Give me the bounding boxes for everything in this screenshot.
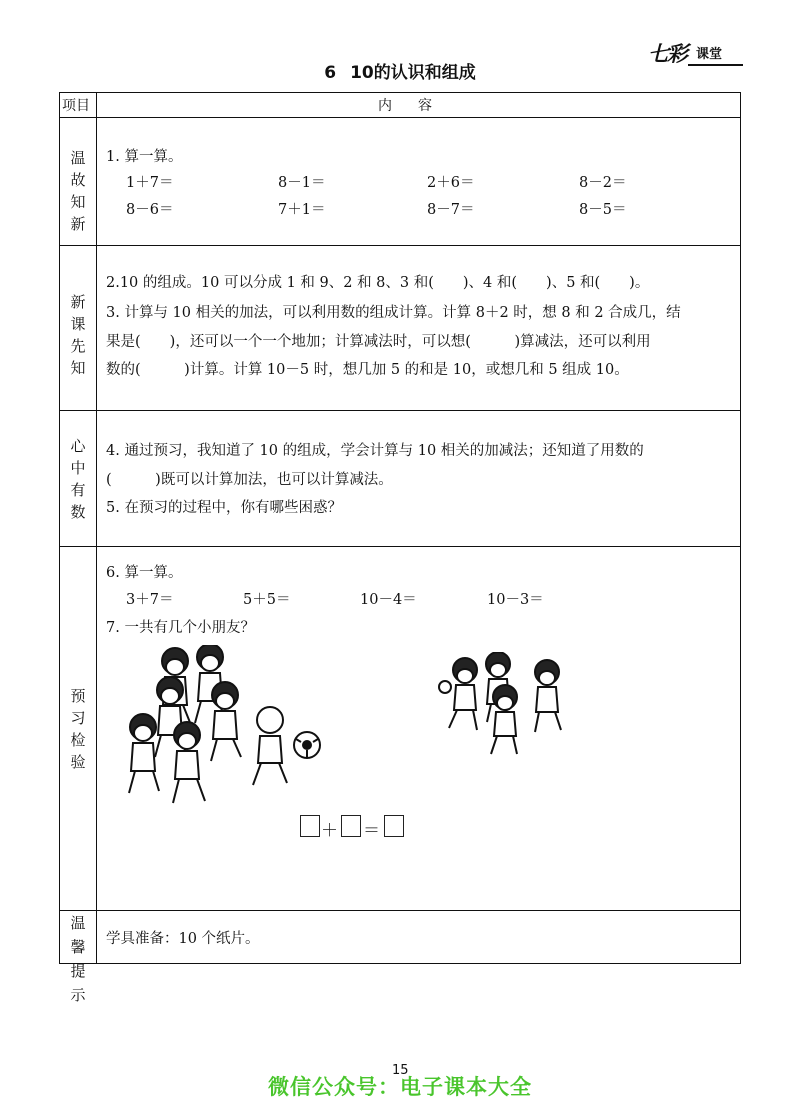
child-figure bbox=[129, 714, 159, 793]
q3-line: 数的( )计算。计算 10－5 时，想几加 5 的和是 10，或想几和 5 组成 10。 bbox=[106, 362, 629, 378]
q2-text: 2.10 的组成。10 可以分成 1 和 9、2 和 8、3 和( )、4 和( )、5 和( )。 bbox=[106, 275, 650, 291]
answer-box[interactable] bbox=[300, 815, 320, 837]
q7-title: 7. 一共有几个小朋友？ bbox=[106, 620, 255, 636]
q4-line: ( )既可以计算加法，也可以计算减法。 bbox=[106, 472, 393, 488]
page-title bbox=[0, 58, 800, 83]
child-figure bbox=[535, 660, 561, 732]
section-label-tips: 温馨提示 bbox=[70, 914, 86, 1004]
q3-line: 果是( )，还可以一个一个地加；计算减法时，可以想( )算减法，还可以利用 bbox=[106, 334, 651, 350]
q6-item: 3＋7＝ bbox=[126, 592, 174, 608]
logo-main-text: 七彩 bbox=[648, 41, 686, 66]
row-divider bbox=[60, 117, 740, 118]
q6-item: 10－4＝ bbox=[360, 592, 417, 608]
child-figure bbox=[449, 658, 477, 730]
section-label-review: 温故知新 bbox=[70, 149, 86, 233]
row-divider bbox=[60, 546, 740, 547]
q1-item: 8－2＝ bbox=[579, 175, 627, 191]
q1-item: 8－7＝ bbox=[427, 202, 475, 218]
q4-line: 4. 通过预习，我知道了 10 的组成，学会计算与 10 相关的加减法；还知道了用数的 bbox=[106, 443, 644, 459]
q1-item: 7＋1＝ bbox=[278, 202, 326, 218]
q6-item: 10－3＝ bbox=[487, 592, 544, 608]
row-divider bbox=[60, 910, 740, 911]
watermark: 微信公众号：电子课本大全 bbox=[268, 1075, 532, 1099]
row-divider bbox=[60, 410, 740, 411]
q1-item: 8－5＝ bbox=[579, 202, 627, 218]
lesson-title: 10的认识和组成 bbox=[350, 63, 476, 83]
q1-title: 1. 算一算。 bbox=[106, 149, 183, 165]
answer-box[interactable] bbox=[341, 815, 361, 837]
tips-text: 学具准备：10 个纸片。 bbox=[106, 931, 260, 947]
plus-sign: ＋ bbox=[321, 821, 338, 841]
children-group-right bbox=[435, 652, 575, 757]
logo-sub-text: 课堂 bbox=[696, 47, 723, 62]
q5-text: 5. 在预习的过程中，你有哪些困惑？ bbox=[106, 500, 342, 516]
page-number: 15 bbox=[392, 1063, 409, 1078]
q3-line: 3. 计算与 10 相关的加法，可以利用数的组成计算。计算 8＋2 时，想 8 和 2 合成几，结 bbox=[106, 305, 681, 321]
section-label-check: 预习检验 bbox=[70, 687, 86, 771]
child-figure bbox=[491, 685, 517, 754]
children-group-left bbox=[125, 645, 330, 810]
child-figure bbox=[211, 682, 241, 761]
q6-title: 6. 算一算。 bbox=[106, 565, 183, 581]
child-figure bbox=[439, 681, 451, 693]
section-label-mind: 心中有数 bbox=[70, 437, 86, 521]
q1-item: 8－6＝ bbox=[126, 202, 174, 218]
header-project: 项目 bbox=[62, 98, 90, 114]
row-divider bbox=[60, 245, 740, 246]
section-label-newlesson: 新课先知 bbox=[70, 293, 86, 377]
q1-item: 8－1＝ bbox=[278, 175, 326, 191]
equals-sign: ＝ bbox=[363, 821, 380, 841]
lesson-number: 6 bbox=[324, 63, 337, 83]
child-figure bbox=[253, 707, 287, 785]
column-divider bbox=[96, 93, 97, 963]
q6-item: 5＋5＝ bbox=[243, 592, 291, 608]
q1-item: 1＋7＝ bbox=[126, 175, 174, 191]
soccer-ball-icon bbox=[294, 732, 320, 758]
child-figure bbox=[173, 722, 205, 803]
answer-box[interactable] bbox=[384, 815, 404, 837]
q1-item: 2＋6＝ bbox=[427, 175, 475, 191]
header-content: 内容 bbox=[378, 98, 458, 114]
